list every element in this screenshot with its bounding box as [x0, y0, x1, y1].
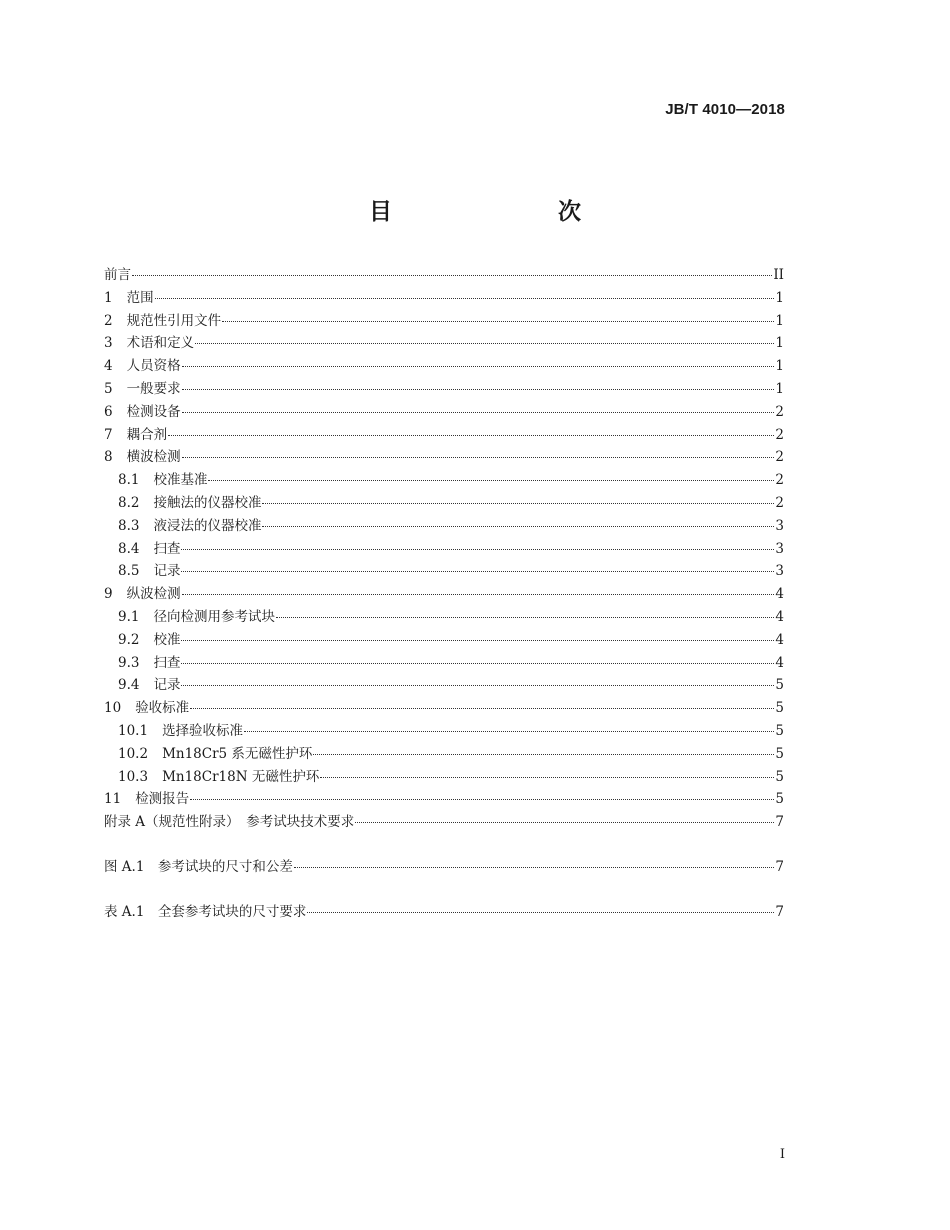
- toc-entry-title: 术语和定义: [126, 335, 195, 352]
- dot-leader: [168, 434, 774, 436]
- toc-entry-number: 5: [104, 380, 113, 397]
- dot-leader: [262, 502, 774, 504]
- toc-entry-title: 一般要求: [126, 380, 181, 397]
- toc-entry-number: 3: [104, 335, 113, 352]
- toc-entry: [104, 515, 784, 538]
- toc-entry-number: 8.5: [118, 563, 140, 580]
- toc-entry-page: 5: [775, 768, 784, 785]
- toc-entry: [104, 469, 784, 492]
- dot-leader: [307, 911, 774, 913]
- dot-leader: [222, 320, 774, 322]
- toc-entry-title: 校准基准: [153, 472, 208, 489]
- table-of-contents: [104, 264, 784, 924]
- toc-entry-number: 10.1: [118, 722, 149, 739]
- toc-entry-number: 10.2: [118, 745, 149, 762]
- toc-entry: [104, 560, 784, 583]
- toc-entry-title: 检测报告: [135, 791, 190, 808]
- toc-entry-page: 5: [775, 722, 784, 739]
- toc-entry-page: 1: [775, 380, 784, 397]
- toc-entry: [104, 766, 784, 789]
- toc-entry: [104, 856, 784, 879]
- toc-entry-page: 1: [775, 335, 784, 352]
- toc-entry-number: 6: [104, 403, 113, 420]
- toc-entry-number: 8.1: [118, 472, 140, 489]
- dot-leader: [182, 411, 775, 413]
- toc-entry-page: 3: [775, 540, 784, 557]
- toc-entry-number: 8.4: [118, 540, 140, 557]
- toc-entry-page: 2: [775, 494, 784, 511]
- toc-entry: [104, 674, 784, 697]
- toc-entry-title: 前言: [104, 267, 131, 283]
- toc-entry: [104, 332, 784, 355]
- dot-leader: [262, 525, 774, 527]
- toc-entry-number: 8.3: [118, 517, 140, 534]
- toc-entry-number: 2: [104, 312, 113, 329]
- dot-leader: [320, 776, 774, 778]
- toc-entry: [104, 378, 784, 401]
- toc-entry-page: 4: [775, 608, 784, 625]
- page-number: I: [779, 1147, 785, 1162]
- dot-leader: [182, 593, 775, 595]
- dot-leader: [182, 456, 775, 458]
- toc-entry-page: 1: [775, 289, 784, 306]
- dot-leader: [294, 866, 774, 868]
- toc-entry-page: 4: [775, 631, 784, 648]
- toc-entry-title: Mn18Cr5 系无磁性护环: [162, 745, 313, 762]
- toc-entry-title: Mn18Cr18N 无磁性护环: [162, 768, 320, 785]
- toc-entry-page: 5: [775, 791, 784, 808]
- toc-entry-title: 记录: [153, 563, 181, 580]
- toc-heading: 目 次: [369, 199, 621, 225]
- dot-leader: [190, 798, 774, 800]
- dot-leader: [155, 297, 775, 299]
- toc-entry-number: 11: [104, 791, 122, 808]
- toc-entry: [104, 264, 784, 287]
- dot-leader: [182, 388, 775, 390]
- toc-entry-page: II: [773, 267, 784, 283]
- toc-entry-page: 7: [775, 858, 784, 875]
- toc-entry: [104, 583, 784, 606]
- toc-entry-number: 9.4: [118, 677, 140, 694]
- toc-entry-page: 7: [775, 903, 784, 920]
- dot-leader: [181, 548, 774, 550]
- toc-entry-number: 9.1: [118, 608, 140, 625]
- toc-entry-page: 7: [775, 814, 784, 831]
- dot-leader: [195, 342, 774, 344]
- toc-entry-title: 验收标准: [135, 700, 190, 717]
- toc-entry: [104, 652, 784, 675]
- toc-entry-title: 范围: [126, 289, 154, 306]
- toc-entry: [104, 401, 784, 424]
- toc-entry-title: 径向检测用参考试块: [153, 608, 275, 625]
- dot-leader: [181, 662, 774, 664]
- toc-entry: [104, 538, 784, 561]
- toc-entry-title: 人员资格: [126, 358, 181, 375]
- toc-entry-number: 9.3: [118, 654, 140, 671]
- toc-entry-page: 3: [775, 517, 784, 534]
- dot-leader: [132, 274, 772, 276]
- toc-entry-number: 8: [104, 449, 113, 466]
- toc-entry: [104, 788, 784, 811]
- toc-entry-page: 5: [775, 700, 784, 717]
- toc-entry-title: 表 A.1 全套参考试块的尺寸要求: [104, 903, 307, 920]
- toc-entry: [104, 287, 784, 310]
- toc-entry-page: 5: [775, 677, 784, 694]
- toc-entry-title: 校准: [153, 631, 181, 648]
- toc-entry-title: 检测设备: [126, 403, 181, 420]
- toc-entry-page: 3: [775, 563, 784, 580]
- standard-code: JB/T 4010—2018: [665, 101, 785, 118]
- toc-entry: [104, 697, 784, 720]
- toc-entry-title: 附录 A（规范性附录） 参考试块技术要求: [104, 814, 355, 831]
- toc-entry-number: 9.2: [118, 631, 140, 648]
- dot-leader: [182, 365, 775, 367]
- toc-entry: [104, 446, 784, 469]
- toc-entry-title: 液浸法的仪器校准: [153, 517, 262, 534]
- toc-entry: [104, 424, 784, 447]
- dot-leader: [181, 639, 774, 641]
- dot-leader: [208, 479, 774, 481]
- toc-entry-number: 10.3: [118, 768, 149, 785]
- toc-entry: [104, 901, 784, 924]
- toc-entry-page: 1: [775, 312, 784, 329]
- toc-entry-title: 选择验收标准: [162, 722, 244, 739]
- toc-entry-title: 扫查: [153, 540, 181, 557]
- toc-entry: [104, 492, 784, 515]
- dot-leader: [244, 730, 774, 732]
- toc-entry: [104, 811, 784, 834]
- toc-entry-title: 纵波检测: [126, 586, 181, 603]
- toc-entry: [104, 355, 784, 378]
- toc-entry-page: 2: [775, 403, 784, 420]
- dot-leader: [276, 616, 774, 618]
- toc-entry-page: 4: [775, 586, 784, 603]
- toc-entry-page: 1: [775, 358, 784, 375]
- toc-entry-title: 规范性引用文件: [126, 312, 222, 329]
- toc-entry-number: 9: [104, 586, 113, 603]
- toc-entry-page: 2: [775, 426, 784, 443]
- toc-entry-title: 记录: [153, 677, 181, 694]
- toc-entry: [104, 743, 784, 766]
- toc-entry: [104, 720, 784, 743]
- toc-entry: [104, 629, 784, 652]
- toc-entry-title: 图 A.1 参考试块的尺寸和公差: [104, 858, 293, 875]
- toc-entry-page: 2: [775, 472, 784, 489]
- toc-entry: [104, 310, 784, 333]
- toc-entry-number: 10: [104, 700, 122, 717]
- toc-entry-number: 4: [104, 358, 113, 375]
- toc-entry-title: 耦合剂: [126, 426, 168, 443]
- toc-entry-title: 接触法的仪器校准: [153, 494, 262, 511]
- dot-leader: [181, 570, 774, 572]
- toc-entry-page: 2: [775, 449, 784, 466]
- dot-leader: [181, 684, 774, 686]
- toc-entry: [104, 606, 784, 629]
- dot-leader: [190, 707, 774, 709]
- dot-leader: [313, 753, 774, 755]
- dot-leader: [355, 821, 774, 823]
- toc-entry-number: 1: [104, 289, 113, 306]
- toc-entry-number: 8.2: [118, 494, 140, 511]
- toc-entry-page: 4: [775, 654, 784, 671]
- toc-entry-title: 扫查: [153, 654, 181, 671]
- toc-entry-title: 横波检测: [126, 449, 181, 466]
- toc-entry-number: 7: [104, 426, 113, 443]
- toc-entry-page: 5: [775, 745, 784, 762]
